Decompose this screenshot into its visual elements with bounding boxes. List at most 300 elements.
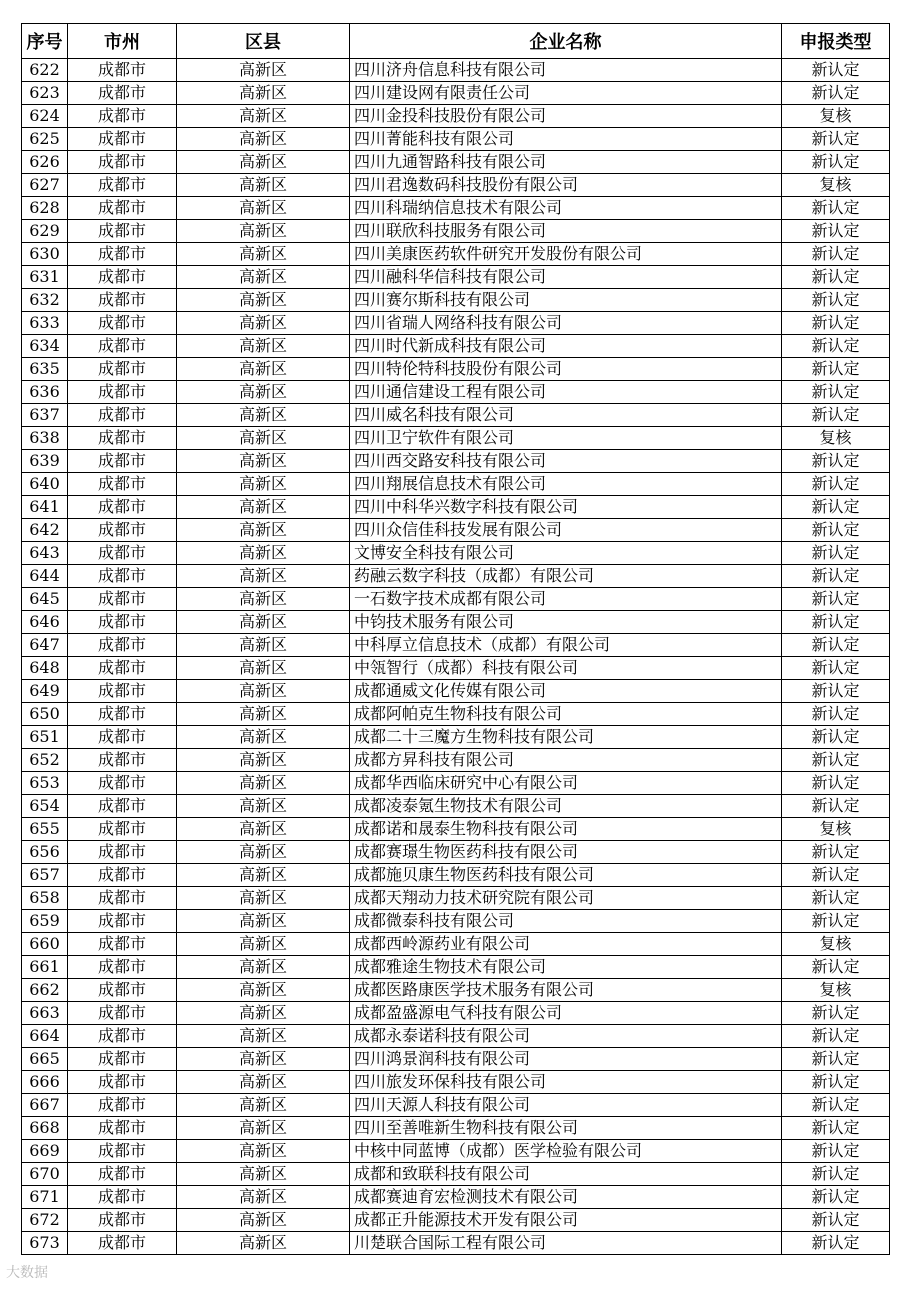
cell-city: 成都市 bbox=[68, 841, 177, 864]
table-row bbox=[22, 1186, 890, 1209]
cell-type: 新认定 bbox=[782, 1209, 890, 1232]
cell-district: 高新区 bbox=[177, 358, 350, 381]
cell-index: 652 bbox=[22, 749, 68, 772]
cell-city: 成都市 bbox=[68, 1140, 177, 1163]
table-row bbox=[22, 657, 890, 680]
cell-city: 成都市 bbox=[68, 1002, 177, 1025]
cell-district: 高新区 bbox=[177, 59, 350, 82]
cell-district: 高新区 bbox=[177, 703, 350, 726]
cell-district: 高新区 bbox=[177, 289, 350, 312]
cell-index: 669 bbox=[22, 1140, 68, 1163]
cell-city: 成都市 bbox=[68, 1117, 177, 1140]
table-row bbox=[22, 1163, 890, 1186]
cell-district: 高新区 bbox=[177, 174, 350, 197]
cell-district: 高新区 bbox=[177, 979, 350, 1002]
cell-type: 新认定 bbox=[782, 1140, 890, 1163]
cell-type: 新认定 bbox=[782, 289, 890, 312]
cell-company: 四川卫宁软件有限公司 bbox=[350, 427, 782, 450]
table-row bbox=[22, 404, 890, 427]
cell-company: 四川西交路安科技有限公司 bbox=[350, 450, 782, 473]
cell-index: 660 bbox=[22, 933, 68, 956]
cell-city: 成都市 bbox=[68, 910, 177, 933]
cell-district: 高新区 bbox=[177, 381, 350, 404]
cell-city: 成都市 bbox=[68, 749, 177, 772]
cell-district: 高新区 bbox=[177, 197, 350, 220]
cell-city: 成都市 bbox=[68, 496, 177, 519]
cell-index: 663 bbox=[22, 1002, 68, 1025]
cell-district: 高新区 bbox=[177, 1209, 350, 1232]
cell-type: 新认定 bbox=[782, 1002, 890, 1025]
cell-city: 成都市 bbox=[68, 174, 177, 197]
cell-district: 高新区 bbox=[177, 726, 350, 749]
cell-company: 成都赛迪育宏检测技术有限公司 bbox=[350, 1186, 782, 1209]
cell-company: 一石数字技术成都有限公司 bbox=[350, 588, 782, 611]
table-row bbox=[22, 174, 890, 197]
cell-district: 高新区 bbox=[177, 611, 350, 634]
cell-district: 高新区 bbox=[177, 680, 350, 703]
cell-district: 高新区 bbox=[177, 128, 350, 151]
cell-city: 成都市 bbox=[68, 1163, 177, 1186]
enterprise-table bbox=[21, 23, 890, 1255]
cell-city: 成都市 bbox=[68, 59, 177, 82]
cell-type: 新认定 bbox=[782, 1071, 890, 1094]
cell-company: 四川翔展信息技术有限公司 bbox=[350, 473, 782, 496]
cell-type: 新认定 bbox=[782, 197, 890, 220]
cell-city: 成都市 bbox=[68, 220, 177, 243]
cell-type: 新认定 bbox=[782, 59, 890, 82]
cell-city: 成都市 bbox=[68, 680, 177, 703]
cell-index: 622 bbox=[22, 59, 68, 82]
cell-company: 四川美康医药软件研究开发股份有限公司 bbox=[350, 243, 782, 266]
cell-type: 新认定 bbox=[782, 657, 890, 680]
cell-city: 成都市 bbox=[68, 611, 177, 634]
table-row bbox=[22, 1140, 890, 1163]
cell-type: 新认定 bbox=[782, 841, 890, 864]
table-row bbox=[22, 703, 890, 726]
cell-company: 成都天翔动力技术研究院有限公司 bbox=[350, 887, 782, 910]
cell-district: 高新区 bbox=[177, 266, 350, 289]
cell-index: 647 bbox=[22, 634, 68, 657]
cell-index: 643 bbox=[22, 542, 68, 565]
cell-city: 成都市 bbox=[68, 450, 177, 473]
cell-index: 632 bbox=[22, 289, 68, 312]
cell-city: 成都市 bbox=[68, 243, 177, 266]
cell-district: 高新区 bbox=[177, 1117, 350, 1140]
cell-index: 624 bbox=[22, 105, 68, 128]
cell-type: 新认定 bbox=[782, 1025, 890, 1048]
cell-city: 成都市 bbox=[68, 933, 177, 956]
cell-index: 670 bbox=[22, 1163, 68, 1186]
cell-company: 成都诺和晟泰生物科技有限公司 bbox=[350, 818, 782, 841]
cell-company: 四川君逸数码科技股份有限公司 bbox=[350, 174, 782, 197]
cell-type: 新认定 bbox=[782, 404, 890, 427]
cell-city: 成都市 bbox=[68, 1186, 177, 1209]
cell-type: 复核 bbox=[782, 105, 890, 128]
cell-company: 四川鸿景润科技有限公司 bbox=[350, 1048, 782, 1071]
table-row bbox=[22, 680, 890, 703]
cell-company: 四川融科华信科技有限公司 bbox=[350, 266, 782, 289]
cell-type: 新认定 bbox=[782, 910, 890, 933]
cell-company: 四川省瑞人网络科技有限公司 bbox=[350, 312, 782, 335]
cell-index: 635 bbox=[22, 358, 68, 381]
cell-company: 四川天源人科技有限公司 bbox=[350, 1094, 782, 1117]
cell-index: 656 bbox=[22, 841, 68, 864]
table-row bbox=[22, 1209, 890, 1232]
cell-type: 新认定 bbox=[782, 358, 890, 381]
table-row bbox=[22, 1232, 890, 1255]
cell-company: 成都医路康医学技术服务有限公司 bbox=[350, 979, 782, 1002]
cell-city: 成都市 bbox=[68, 1071, 177, 1094]
table-row bbox=[22, 887, 890, 910]
cell-type: 新认定 bbox=[782, 381, 890, 404]
cell-city: 成都市 bbox=[68, 703, 177, 726]
table-row bbox=[22, 611, 890, 634]
table-row bbox=[22, 381, 890, 404]
cell-index: 664 bbox=[22, 1025, 68, 1048]
cell-type: 复核 bbox=[782, 933, 890, 956]
cell-city: 成都市 bbox=[68, 542, 177, 565]
cell-index: 658 bbox=[22, 887, 68, 910]
header-city: 市州 bbox=[68, 24, 177, 59]
cell-district: 高新区 bbox=[177, 887, 350, 910]
cell-city: 成都市 bbox=[68, 335, 177, 358]
table-row bbox=[22, 726, 890, 749]
cell-type: 新认定 bbox=[782, 956, 890, 979]
cell-index: 636 bbox=[22, 381, 68, 404]
cell-district: 高新区 bbox=[177, 1186, 350, 1209]
cell-company: 中科厚立信息技术（成都）有限公司 bbox=[350, 634, 782, 657]
cell-company: 四川赛尔斯科技有限公司 bbox=[350, 289, 782, 312]
table-row bbox=[22, 910, 890, 933]
cell-index: 651 bbox=[22, 726, 68, 749]
cell-city: 成都市 bbox=[68, 864, 177, 887]
cell-index: 667 bbox=[22, 1094, 68, 1117]
cell-company: 成都正升能源技术开发有限公司 bbox=[350, 1209, 782, 1232]
cell-index: 631 bbox=[22, 266, 68, 289]
cell-index: 662 bbox=[22, 979, 68, 1002]
cell-type: 复核 bbox=[782, 979, 890, 1002]
cell-district: 高新区 bbox=[177, 657, 350, 680]
cell-district: 高新区 bbox=[177, 841, 350, 864]
cell-type: 新认定 bbox=[782, 496, 890, 519]
cell-company: 成都和致联科技有限公司 bbox=[350, 1163, 782, 1186]
cell-type: 新认定 bbox=[782, 611, 890, 634]
cell-district: 高新区 bbox=[177, 565, 350, 588]
table-row bbox=[22, 450, 890, 473]
header-type: 申报类型 bbox=[782, 24, 890, 59]
cell-district: 高新区 bbox=[177, 1094, 350, 1117]
cell-district: 高新区 bbox=[177, 473, 350, 496]
cell-city: 成都市 bbox=[68, 312, 177, 335]
cell-type: 新认定 bbox=[782, 1232, 890, 1255]
cell-company: 四川济舟信息科技有限公司 bbox=[350, 59, 782, 82]
cell-city: 成都市 bbox=[68, 105, 177, 128]
cell-company: 川楚联合国际工程有限公司 bbox=[350, 1232, 782, 1255]
cell-company: 中瓴智行（成都）科技有限公司 bbox=[350, 657, 782, 680]
table-row bbox=[22, 128, 890, 151]
table-row bbox=[22, 82, 890, 105]
cell-index: 657 bbox=[22, 864, 68, 887]
cell-index: 666 bbox=[22, 1071, 68, 1094]
cell-city: 成都市 bbox=[68, 1025, 177, 1048]
cell-type: 新认定 bbox=[782, 128, 890, 151]
cell-type: 新认定 bbox=[782, 82, 890, 105]
cell-company: 成都二十三魔方生物科技有限公司 bbox=[350, 726, 782, 749]
cell-type: 新认定 bbox=[782, 151, 890, 174]
table-row bbox=[22, 519, 890, 542]
cell-company: 四川至善唯新生物科技有限公司 bbox=[350, 1117, 782, 1140]
cell-city: 成都市 bbox=[68, 358, 177, 381]
cell-company: 中核中同蓝博（成都）医学检验有限公司 bbox=[350, 1140, 782, 1163]
cell-city: 成都市 bbox=[68, 82, 177, 105]
cell-index: 672 bbox=[22, 1209, 68, 1232]
cell-company: 成都施贝康生物医药科技有限公司 bbox=[350, 864, 782, 887]
cell-type: 新认定 bbox=[782, 1186, 890, 1209]
table-row bbox=[22, 542, 890, 565]
cell-index: 625 bbox=[22, 128, 68, 151]
table-row bbox=[22, 243, 890, 266]
cell-city: 成都市 bbox=[68, 956, 177, 979]
cell-district: 高新区 bbox=[177, 1140, 350, 1163]
table-row bbox=[22, 841, 890, 864]
table-row bbox=[22, 1117, 890, 1140]
cell-district: 高新区 bbox=[177, 335, 350, 358]
table-row bbox=[22, 473, 890, 496]
cell-city: 成都市 bbox=[68, 772, 177, 795]
cell-company: 成都微泰科技有限公司 bbox=[350, 910, 782, 933]
cell-type: 新认定 bbox=[782, 588, 890, 611]
cell-type: 新认定 bbox=[782, 473, 890, 496]
cell-index: 644 bbox=[22, 565, 68, 588]
cell-district: 高新区 bbox=[177, 1002, 350, 1025]
cell-index: 641 bbox=[22, 496, 68, 519]
cell-city: 成都市 bbox=[68, 289, 177, 312]
cell-city: 成都市 bbox=[68, 588, 177, 611]
table-row bbox=[22, 1094, 890, 1117]
cell-type: 新认定 bbox=[782, 1094, 890, 1117]
cell-type: 新认定 bbox=[782, 565, 890, 588]
cell-district: 高新区 bbox=[177, 1163, 350, 1186]
cell-company: 成都方昇科技有限公司 bbox=[350, 749, 782, 772]
table-row bbox=[22, 979, 890, 1002]
cell-district: 高新区 bbox=[177, 749, 350, 772]
cell-index: 629 bbox=[22, 220, 68, 243]
cell-index: 654 bbox=[22, 795, 68, 818]
cell-type: 新认定 bbox=[782, 266, 890, 289]
cell-company: 四川联欣科技服务有限公司 bbox=[350, 220, 782, 243]
table-row bbox=[22, 358, 890, 381]
table-row bbox=[22, 59, 890, 82]
cell-district: 高新区 bbox=[177, 243, 350, 266]
cell-type: 新认定 bbox=[782, 1117, 890, 1140]
cell-index: 633 bbox=[22, 312, 68, 335]
cell-type: 复核 bbox=[782, 174, 890, 197]
cell-index: 653 bbox=[22, 772, 68, 795]
cell-index: 645 bbox=[22, 588, 68, 611]
cell-city: 成都市 bbox=[68, 1048, 177, 1071]
table-row bbox=[22, 588, 890, 611]
cell-district: 高新区 bbox=[177, 772, 350, 795]
cell-company: 成都阿帕克生物科技有限公司 bbox=[350, 703, 782, 726]
cell-type: 新认定 bbox=[782, 680, 890, 703]
cell-city: 成都市 bbox=[68, 381, 177, 404]
cell-type: 复核 bbox=[782, 818, 890, 841]
cell-district: 高新区 bbox=[177, 1048, 350, 1071]
cell-city: 成都市 bbox=[68, 404, 177, 427]
cell-type: 新认定 bbox=[782, 749, 890, 772]
cell-city: 成都市 bbox=[68, 473, 177, 496]
watermark: 大数据 bbox=[6, 1265, 48, 1281]
cell-company: 成都西岭源药业有限公司 bbox=[350, 933, 782, 956]
table-row bbox=[22, 1071, 890, 1094]
cell-index: 649 bbox=[22, 680, 68, 703]
cell-type: 新认定 bbox=[782, 1163, 890, 1186]
cell-district: 高新区 bbox=[177, 634, 350, 657]
cell-company: 药融云数字科技（成都）有限公司 bbox=[350, 565, 782, 588]
table-row bbox=[22, 197, 890, 220]
cell-city: 成都市 bbox=[68, 1209, 177, 1232]
cell-city: 成都市 bbox=[68, 657, 177, 680]
cell-company: 成都通威文化传媒有限公司 bbox=[350, 680, 782, 703]
cell-city: 成都市 bbox=[68, 266, 177, 289]
cell-district: 高新区 bbox=[177, 864, 350, 887]
cell-city: 成都市 bbox=[68, 565, 177, 588]
cell-company: 成都永泰诺科技有限公司 bbox=[350, 1025, 782, 1048]
cell-city: 成都市 bbox=[68, 726, 177, 749]
cell-company: 成都雅途生物技术有限公司 bbox=[350, 956, 782, 979]
cell-type: 新认定 bbox=[782, 887, 890, 910]
table-row bbox=[22, 956, 890, 979]
cell-type: 新认定 bbox=[782, 335, 890, 358]
cell-index: 634 bbox=[22, 335, 68, 358]
cell-index: 626 bbox=[22, 151, 68, 174]
cell-district: 高新区 bbox=[177, 519, 350, 542]
cell-index: 655 bbox=[22, 818, 68, 841]
header-district: 区县 bbox=[177, 24, 350, 59]
cell-type: 新认定 bbox=[782, 703, 890, 726]
table-row bbox=[22, 933, 890, 956]
cell-city: 成都市 bbox=[68, 979, 177, 1002]
table-row bbox=[22, 818, 890, 841]
cell-city: 成都市 bbox=[68, 151, 177, 174]
cell-company: 四川建设网有限责任公司 bbox=[350, 82, 782, 105]
cell-type: 新认定 bbox=[782, 542, 890, 565]
cell-index: 650 bbox=[22, 703, 68, 726]
cell-company: 四川金投科技股份有限公司 bbox=[350, 105, 782, 128]
table-row bbox=[22, 220, 890, 243]
cell-index: 630 bbox=[22, 243, 68, 266]
cell-district: 高新区 bbox=[177, 818, 350, 841]
cell-index: 646 bbox=[22, 611, 68, 634]
cell-type: 新认定 bbox=[782, 772, 890, 795]
cell-type: 新认定 bbox=[782, 1048, 890, 1071]
cell-index: 638 bbox=[22, 427, 68, 450]
cell-index: 627 bbox=[22, 174, 68, 197]
cell-company: 成都华西临床研究中心有限公司 bbox=[350, 772, 782, 795]
table-row bbox=[22, 496, 890, 519]
table-row bbox=[22, 105, 890, 128]
cell-type: 新认定 bbox=[782, 243, 890, 266]
cell-company: 成都盈盛源电气科技有限公司 bbox=[350, 1002, 782, 1025]
cell-company: 文博安全科技有限公司 bbox=[350, 542, 782, 565]
cell-city: 成都市 bbox=[68, 427, 177, 450]
cell-index: 659 bbox=[22, 910, 68, 933]
cell-type: 新认定 bbox=[782, 795, 890, 818]
table-row bbox=[22, 266, 890, 289]
cell-city: 成都市 bbox=[68, 887, 177, 910]
cell-district: 高新区 bbox=[177, 450, 350, 473]
cell-district: 高新区 bbox=[177, 933, 350, 956]
cell-index: 642 bbox=[22, 519, 68, 542]
table-row bbox=[22, 749, 890, 772]
cell-index: 637 bbox=[22, 404, 68, 427]
cell-type: 新认定 bbox=[782, 634, 890, 657]
cell-company: 四川特伦特科技股份有限公司 bbox=[350, 358, 782, 381]
cell-company: 四川威名科技有限公司 bbox=[350, 404, 782, 427]
cell-district: 高新区 bbox=[177, 588, 350, 611]
table-row bbox=[22, 795, 890, 818]
cell-index: 671 bbox=[22, 1186, 68, 1209]
cell-district: 高新区 bbox=[177, 82, 350, 105]
cell-district: 高新区 bbox=[177, 1071, 350, 1094]
table-row bbox=[22, 289, 890, 312]
cell-index: 661 bbox=[22, 956, 68, 979]
cell-district: 高新区 bbox=[177, 956, 350, 979]
cell-index: 628 bbox=[22, 197, 68, 220]
cell-city: 成都市 bbox=[68, 818, 177, 841]
table-row bbox=[22, 772, 890, 795]
cell-company: 四川时代新成科技有限公司 bbox=[350, 335, 782, 358]
cell-index: 665 bbox=[22, 1048, 68, 1071]
cell-type: 新认定 bbox=[782, 220, 890, 243]
cell-district: 高新区 bbox=[177, 542, 350, 565]
table-row bbox=[22, 565, 890, 588]
cell-city: 成都市 bbox=[68, 634, 177, 657]
cell-city: 成都市 bbox=[68, 795, 177, 818]
header-company: 企业名称 bbox=[350, 24, 782, 59]
cell-district: 高新区 bbox=[177, 404, 350, 427]
cell-city: 成都市 bbox=[68, 1094, 177, 1117]
cell-type: 新认定 bbox=[782, 312, 890, 335]
cell-type: 新认定 bbox=[782, 450, 890, 473]
cell-index: 623 bbox=[22, 82, 68, 105]
table-row bbox=[22, 1002, 890, 1025]
cell-city: 成都市 bbox=[68, 128, 177, 151]
table-row bbox=[22, 634, 890, 657]
cell-district: 高新区 bbox=[177, 496, 350, 519]
cell-city: 成都市 bbox=[68, 519, 177, 542]
cell-district: 高新区 bbox=[177, 1025, 350, 1048]
cell-company: 四川科瑞纳信息技术有限公司 bbox=[350, 197, 782, 220]
cell-company: 成都赛璟生物医药科技有限公司 bbox=[350, 841, 782, 864]
header-index: 序号 bbox=[22, 24, 68, 59]
table-body bbox=[22, 59, 890, 1255]
cell-company: 四川通信建设工程有限公司 bbox=[350, 381, 782, 404]
table-row bbox=[22, 151, 890, 174]
table-row bbox=[22, 312, 890, 335]
cell-district: 高新区 bbox=[177, 910, 350, 933]
cell-type: 新认定 bbox=[782, 519, 890, 542]
cell-index: 640 bbox=[22, 473, 68, 496]
cell-city: 成都市 bbox=[68, 1232, 177, 1255]
cell-index: 668 bbox=[22, 1117, 68, 1140]
table-row bbox=[22, 1048, 890, 1071]
cell-index: 648 bbox=[22, 657, 68, 680]
cell-company: 中钧技术服务有限公司 bbox=[350, 611, 782, 634]
table-row bbox=[22, 1025, 890, 1048]
cell-type: 新认定 bbox=[782, 726, 890, 749]
cell-district: 高新区 bbox=[177, 105, 350, 128]
